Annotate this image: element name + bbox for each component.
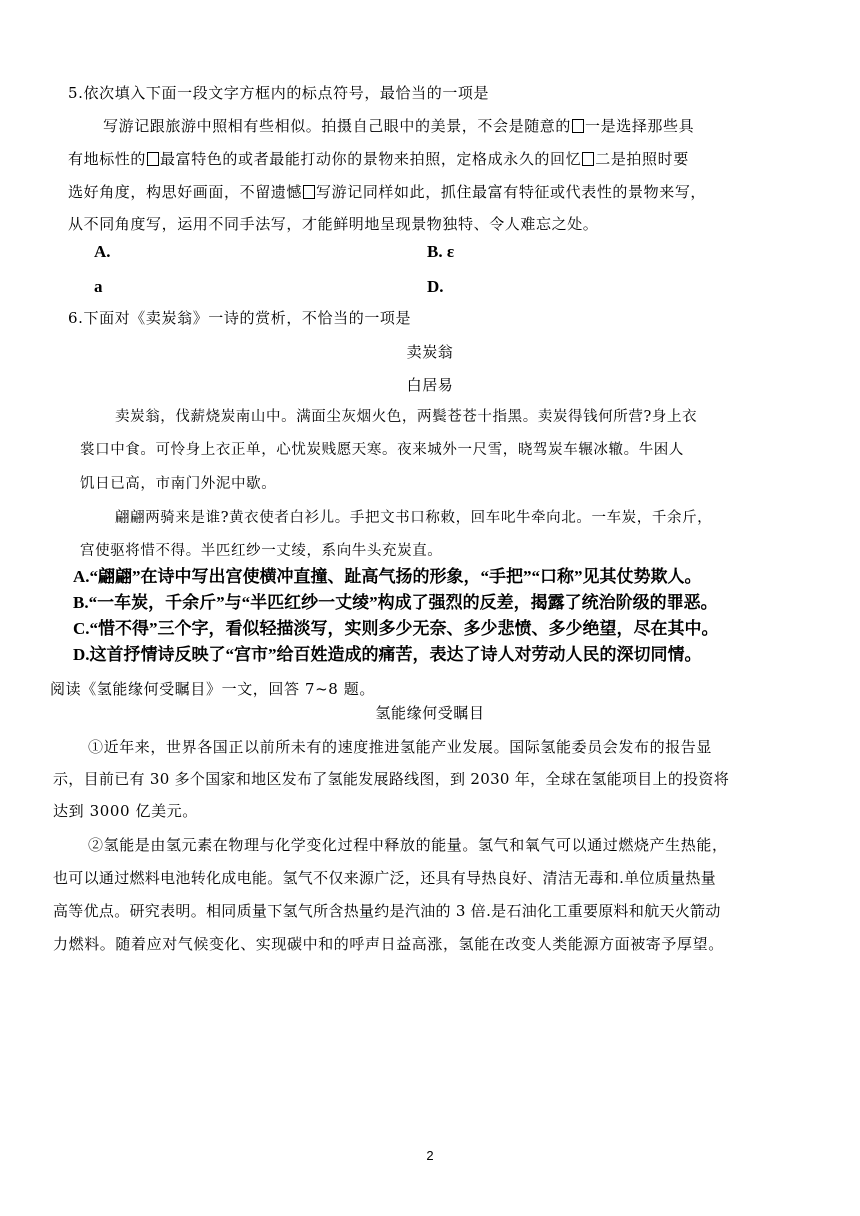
reading-intro: 阅读《氢能缘何受瞩目》一文，回答 7~8 题。 (50, 680, 375, 698)
q5-stem: 5.依次填入下面一段文字方框内的标点符号，最恰当的一项是 (68, 84, 490, 102)
reading-line: ②氢能是由氢元素在物理与化学变化过程中释放的能量。氢气和氧气可以通过燃烧产生热能， (88, 836, 728, 854)
blank-box-4 (303, 185, 315, 199)
page-number: 2 (426, 1148, 434, 1163)
blank-box-1 (572, 119, 584, 133)
q6-option-c: C.“惜不得”三个字，看似轻描淡写，实则多少无奈、多少悲愤、多少绝望，尽在其中。 (73, 619, 719, 638)
poem-author: 白居易 (406, 376, 454, 394)
q6-option-d: D.这首抒情诗反映了“宫市”给百姓造成的痛苦，表达了诗人对劳动人民的深切同情。 (73, 645, 702, 664)
q5-passage-line-3 (68, 182, 706, 202)
q6-stem: 6.下面对《卖炭翁》一诗的赏析，不恰当的一项是 (68, 309, 412, 327)
q6-option-a: A.“翩翩”在诗中写出宫使横冲直撞、趾高气扬的形象，“手把”“口称”见其仗势欺人。 (73, 567, 702, 586)
reading-line: ①近年来，世界各国正以前所未有的速度推进氢能产业发展。国际氢能委员会发布的报告显 (88, 738, 713, 756)
poem-line: 饥日已高，市南门外泥中歇。 (80, 476, 277, 492)
reading-line: 示，目前已有 30 多个国家和地区发布了氢能发展路线图，到 2030 年，全球在氢能项目上的投资将 (53, 770, 730, 788)
q5-option-b: B. ε (427, 242, 455, 261)
q5-text: 最富特色的或者最能打动你的景物来拍照，定格成永久的回忆 (160, 150, 582, 168)
q5-passage-line-4: 从不同角度写，运用不同手法写，才能鲜明地呈现景物独特、令人难忘之处。 (68, 215, 599, 233)
blank-box-3 (582, 152, 594, 166)
blank-box-2 (147, 152, 159, 166)
poem-line: 裳口中食。可怜身上衣正单，心忧炭贱愿天寒。夜来城外一尺雪，晓驾炭车辗冰辙。牛困人 (80, 442, 684, 458)
reading-line: 达到 3000 亿美元。 (53, 802, 198, 820)
q5-text: 有地标性的 (68, 150, 147, 168)
q5-option-d: D. (427, 277, 444, 296)
q5-text: 一是选择那些具 (585, 117, 695, 135)
poem-line: 卖炭翁，伐薪烧炭南山中。满面尘灰烟火色，两鬓苍苍十指黑。卖炭得钱何所营?身上衣 (115, 409, 698, 425)
q5-passage-line-2 (68, 149, 689, 169)
q5-text: 选好角度，构思好画面，不留遗憾 (68, 183, 303, 201)
reading-title: 氢能缘何受瞩目 (375, 704, 485, 722)
q5-text: 二是拍照时要 (595, 150, 689, 168)
reading-line: 高等优点。研究表明。相同质量下氢气所含热量约是汽油的 3 倍.是石油化工重要原料和航天火箭动 (53, 902, 721, 920)
poem-line: 翩翩两骑来是谁?黄衣使者白衫儿。手把文书口称敕，回车叱牛牵向北。一车炭，千余斤， (115, 510, 713, 526)
poem-title: 卖炭翁 (406, 343, 454, 361)
q5-option-c: a (94, 277, 103, 296)
q5-text: 写游记同样如此，抓住最富有特征或代表性的景物来写， (316, 183, 707, 201)
reading-line: 力燃料。随着应对气候变化、实现碳中和的呼声日益高涨，氢能在改变人类能源方面被寄予厚望。 (53, 935, 724, 953)
q5-option-a: A. (94, 242, 111, 261)
reading-line: 也可以通过燃料电池转化成电能。氢气不仅来源广泛，还具有导热良好、清洁无毒和.单位质量热量 (53, 869, 716, 887)
q6-option-b: B.“一车炭，千余斤”与“半匹红纱一丈绫”构成了强烈的反差，揭露了统治阶级的罪恶。 (73, 593, 718, 612)
poem-line: 宫使驱将惜不得。半匹红纱一丈绫，系向牛头充炭直。 (80, 543, 443, 559)
q5-passage-line-1 (103, 116, 694, 136)
q5-text: 写游记跟旅游中照相有些相似。拍摄自己眼中的美景，不会是随意的 (103, 117, 572, 135)
